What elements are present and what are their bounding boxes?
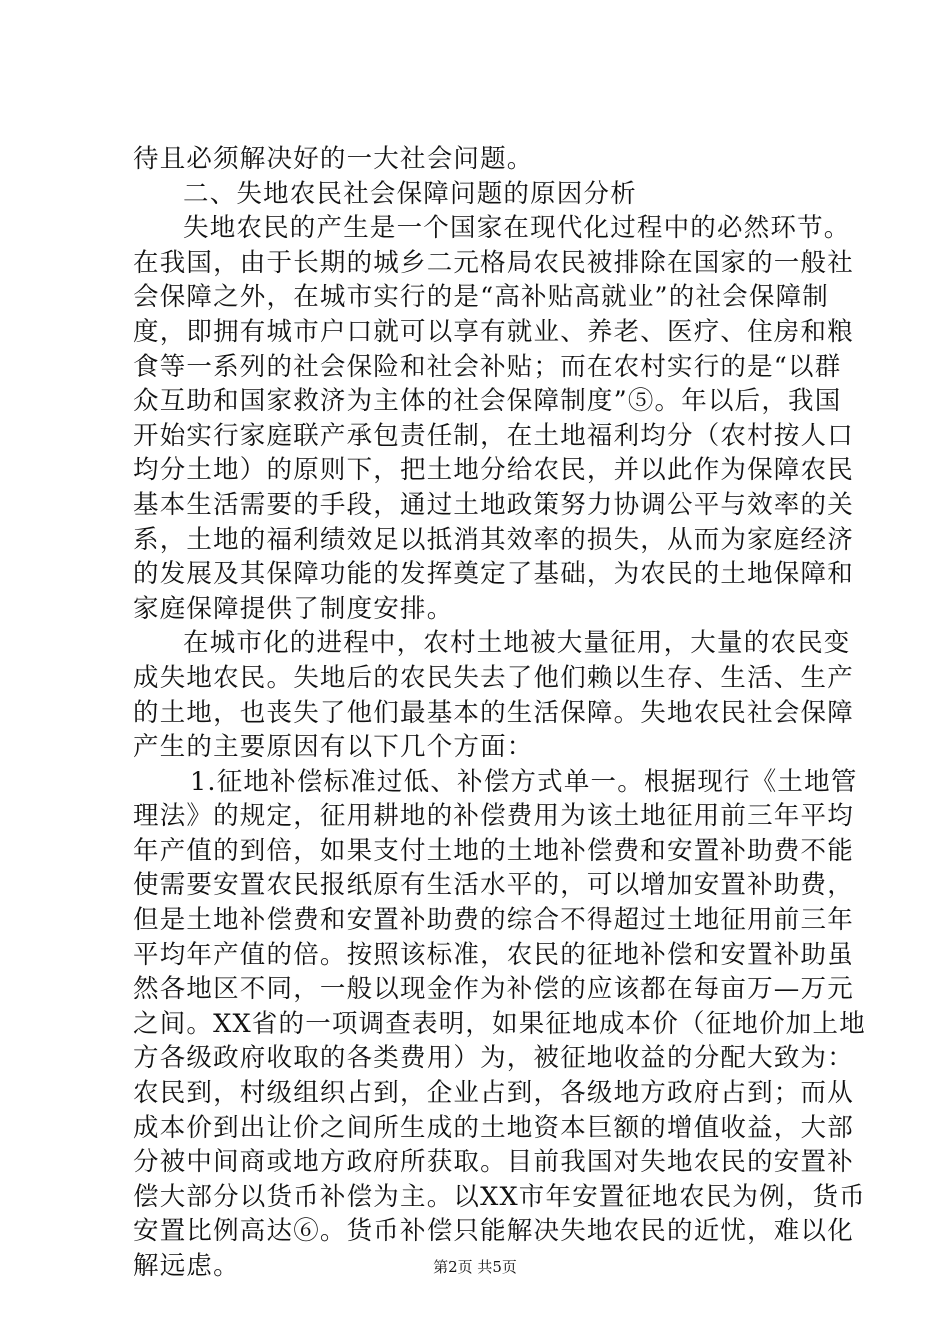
paragraph-line: 安置比例高达⑥。货币补偿只能解决失地农民的近忧，难以化	[133, 1216, 854, 1247]
paragraph-line: 产生的主要原因有以下几个方面：	[133, 732, 534, 763]
paragraph-line: 理法》的规定，征用耕地的补偿费用为该土地征用前三年平均	[133, 801, 854, 832]
document-body	[133, 142, 866, 1284]
paragraph-line: 1.征地补偿标准过低、补偿方式单一。根据现行《土地管	[190, 766, 858, 797]
paragraph-line: 分被中间商或地方政府所获取。目前我国对失地农民的安置补	[133, 1147, 854, 1178]
paragraph-line: 家庭保障提供了制度安排。	[133, 593, 454, 624]
paragraph-line: 在城市化的进程中，农村土地被大量征用，大量的农民变	[183, 628, 851, 659]
paragraph-line: 度，即拥有城市户口就可以享有就业、养老、医疗、住房和粮	[133, 316, 854, 347]
paragraph-line: 解远虑。	[133, 1251, 240, 1281]
paragraph-line: 之间。XX省的一项调查表明，如果征地成本价（征地价加上地	[133, 1008, 866, 1039]
paragraph-line: 然各地区不同，一般以现金作为补偿的应该都在每亩万—万元	[133, 974, 854, 1005]
paragraph-line: 方各级政府收取的各类费用）为，被征地收益的分配大致为：	[133, 1043, 854, 1074]
paragraph-line: 开始实行家庭联产承包责任制，在土地福利均分（农村按人口	[133, 420, 854, 451]
paragraph-line: 食等一系列的社会保险和社会补贴；而在农村实行的是“以群	[133, 351, 842, 382]
paragraph-line: 均分土地）的原则下，把土地分给农民，并以此作为保障农民	[133, 455, 854, 486]
paragraph-line: 的土地，也丧失了他们最基本的生活保障。失地农民社会保障	[133, 697, 854, 728]
paragraph-line: 系，土地的福利绩效足以抵消其效率的损失，从而为家庭经济	[133, 524, 854, 555]
paragraph-line: 成失地农民。失地后的农民失去了他们赖以生存、生活、生产	[133, 662, 854, 693]
paragraph-line: 平均年产值的倍。按照该标准，农民的征地补偿和安置补助虽	[133, 939, 854, 970]
paragraph-line: 成本价到出让价之间所生成的土地资本巨额的增值收益，大部	[133, 1112, 854, 1143]
paragraph-line: 偿大部分以货币补偿为主。以XX市年安置征地农民为例，货币	[133, 1181, 866, 1212]
section-heading: 二、失地农民社会保障问题的原因分析	[183, 178, 637, 209]
paragraph-line: 会保障之外，在城市实行的是“高补贴高就业”的社会保障制	[133, 282, 829, 313]
paragraph-line: 的发展及其保障功能的发挥奠定了基础，为农民的土地保障和	[133, 559, 854, 590]
paragraph-line: 失地农民的产生是一个国家在现代化过程中的必然环节。	[183, 213, 851, 244]
paragraph-line: 但是土地补偿费和安置补助费的综合不得超过土地征用前三年	[133, 905, 854, 936]
paragraph-line: 基本生活需要的手段，通过土地政策努力协调公平与效率的关	[133, 489, 854, 520]
paragraph-line: 年产值的到倍，如果支付土地的土地补偿费和安置补助费不能	[133, 835, 854, 866]
paragraph-line: 农民到，村级组织占到，企业占到，各级地方政府占到；而从	[133, 1078, 854, 1109]
paragraph-line: 众互助和国家救济为主体的社会保障制度”⑤。年以后，我国	[133, 386, 842, 417]
paragraph-line: 在我国，由于长期的城乡二元格局农民被排除在国家的一般社	[133, 247, 854, 278]
paragraph-line: 待且必须解决好的一大社会问题。	[133, 144, 534, 174]
page-number-footer: 第2页 共5页	[433, 1258, 517, 1276]
paragraph-line: 使需要安置农民报纸原有生活水平的，可以增加安置补助费，	[133, 870, 854, 901]
